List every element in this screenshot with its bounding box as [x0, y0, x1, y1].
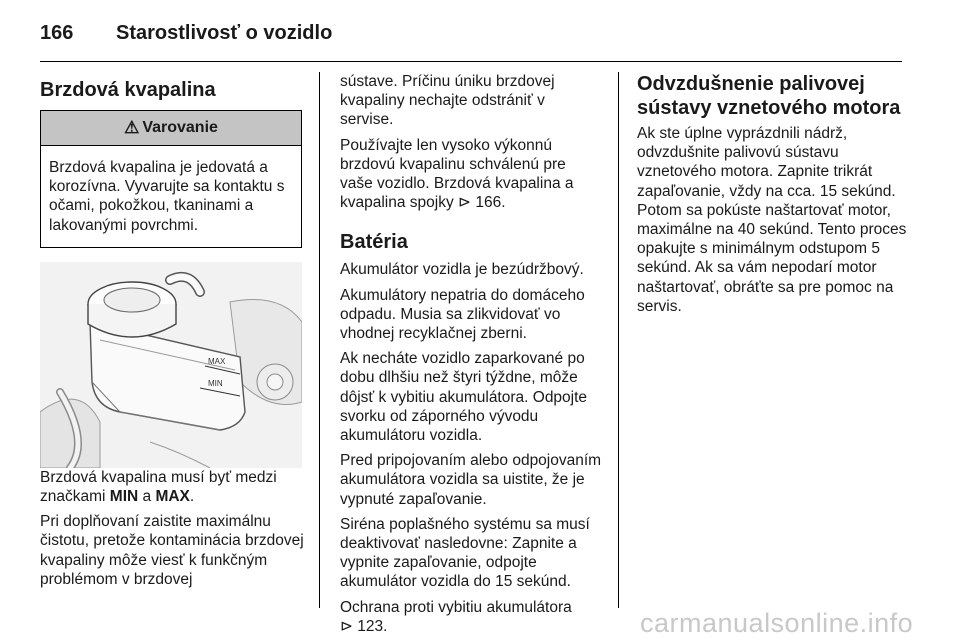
warning-title: Varovanie [142, 119, 218, 137]
reference-arrow-icon: ⊳ [340, 617, 358, 635]
warning-text: Brzdová kvapalina je jedovatá a korozívna. Vyvarujte sa kontaktu s očami, pokožkou, tkaninami a lakovanými povrchmi. [49, 159, 285, 234]
header-divider [40, 61, 902, 62]
battery-paragraph-3: Ak necháte vozidlo zaparkované po dobu dlhšiu než štyri týždne, môže dôjsť k vybitiu akumulátora. Odpojte svorku od záporného vývodu akumulátoru vozidla. [340, 350, 588, 445]
diesel-bleeding-paragraph: Ak ste úplne vyprázdnili nádrž, odvzdušnite palivovú sústavu vznetového motora. Zapnite trikrát zapaľovanie, vždy na cca. 15 sekúnd. Potom sa pokúste naštartovať motor, maximálne na 40 sekúnd. Tento proces opakujte s minimálnym odstupom 5 sekúnd. Ak sa vám nepodarí motor naštartovať, obráťte sa pre pomoc na servis. [637, 125, 907, 315]
illustration-min-label: MIN [208, 378, 223, 388]
illustration-max-label: MAX [208, 356, 226, 366]
reference-arrow-icon: ⊳ [458, 194, 476, 212]
paragraph-min-max-joiner: a [138, 488, 156, 506]
column-3 [637, 72, 909, 322]
warning-triangle-icon: ⚠ [124, 118, 140, 138]
column-divider-2 [618, 72, 619, 608]
paragraph-min-max-text: Brzdová kvapalina musí byť medzi značkami [40, 468, 277, 506]
section-heading-battery: Batéria [340, 231, 408, 254]
battery-paragraph-2: Akumulátory nepatria do domáceho odpadu. Musia sa zlikvidovať vo vhodnej recyklačnej zberni. [340, 286, 585, 343]
reservoir-drawing [40, 262, 302, 468]
battery-paragraph-6: Ochrana proti vybitiu akumulátora ⊳ 123. [340, 598, 572, 635]
paragraph-min-max-end: . [189, 488, 195, 506]
battery-paragraph-1: Akumulátor vozidla je bezúdržbový. [340, 261, 584, 279]
paragraph-cleanliness: Pri doplňovaní zaistite maximálnu čistotu, pretože kontaminácia brzdovej kvapaliny môže viesť k funkčným problémom v brzdovej [40, 513, 304, 588]
page-reference-link[interactable]: 166 [475, 194, 502, 212]
battery-protection-text: Ochrana proti vybitiu akumulátora [340, 598, 572, 616]
page-section-title: Starostlivosť o vozidlo [116, 21, 333, 44]
page-number: 166 [40, 21, 74, 44]
watermark: carmanualsonline.info [640, 608, 914, 638]
paragraph-fluid-use: Používajte len vysoko výkonnú brzdovú kvapalinu schválenú pre vaše vozidlo. Brzdová kvapalina a kvapalina spojky ⊳ 166. [340, 136, 574, 212]
warning-box [40, 110, 302, 248]
column-2 [340, 72, 602, 642]
brake-fluid-reservoir-illustration [40, 262, 302, 468]
max-mark: MAX [155, 488, 190, 506]
section-heading-brake-fluid: Brzdová kvapalina [40, 79, 216, 101]
column-1 [40, 72, 305, 595]
battery-paragraph-5: Siréna poplašného systému sa musí deaktivovať nasledovne: Zapnite a vypnite zapaľovanie, odpojte akumulátor vozidla do 15 sekúnd. [340, 515, 590, 591]
page-reference-link[interactable]: 123 [357, 617, 384, 635]
paragraph-min-max [40, 468, 305, 506]
section-heading-diesel-bleeding: Odvzdušnenie palivovej sústavy vznetového motora [637, 73, 901, 119]
page-header [40, 18, 332, 48]
warning-header [41, 111, 301, 146]
battery-paragraph-4: Pred pripojovaním alebo odpojovaním akumulátora vozidla sa uistite, že je vypnuté zapaľovanie. [340, 452, 602, 508]
paragraph-leak-service: sústave. Príčinu úniku brzdovej kvapaliny nechajte odstrániť v servise. [340, 73, 555, 129]
min-mark: MIN [109, 488, 139, 506]
column-divider-1 [319, 72, 320, 608]
paragraph-fluid-use-text: Používajte len vysoko výkonnú brzdovú kvapalinu schválenú pre vaše vozidlo. Brzdová kvapalina a kvapalina spojky [340, 136, 574, 212]
